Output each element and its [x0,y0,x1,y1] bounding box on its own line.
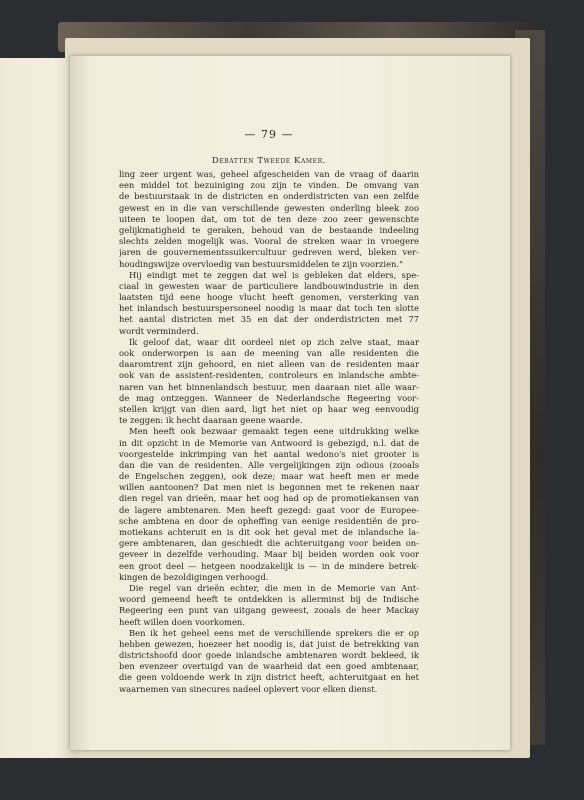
text-line: ook onderworpen is aan de meening van alle residenten die [119,348,419,358]
text-line: de lagere ambtenaren. Men heeft gezegd: gaat voor de Europee- [119,504,419,515]
text-line: willen aantoonen? Dat men niet is begonnen met te rekenen naar [119,482,419,493]
text-line: ook van de assistent-residenten, controleurs en inlandsche ambte- [119,370,419,381]
text-line: hebben gewezen, hoezeer het noodig is, dat juist de betrekking van [119,638,419,649]
text-line: woord gemeend heeft te ontdekken is allerminst bij de Indische [119,594,419,605]
page-number: — 79 — [244,128,294,141]
text-line: Hij eindigt met te zeggen dat wel is gebleken dat elders, spe- [129,269,419,280]
text-line: kingen de bezoldigingen verhoogd. [119,571,269,582]
text-line: de bestuurstaak in de districten en onderdistricten van een zelfde [119,191,419,202]
text-line: de mag ontzeggen. Wanneer de Nederlandsche Regeering voor- [119,392,419,403]
text-line: de Engelschen zeggen), ook deze; maar wat heeft men er mede [119,471,419,482]
text-line: die geen voldoende werk in zijn district heeft, achteruitgaat en het [119,672,419,683]
text-line: het aantal districten met 35 en dat der onderdistricten met 77 [119,314,419,325]
text-line: dan die van de residenten. Alle vergelijkingen zijn odious (zooals [119,459,419,470]
text-line: een groot deel — hetgeen noodzakelijk is — in de mindere betrek- [119,560,419,571]
text-line: ciaal in gewesten waar de particuliere landbouwindustrie in den [119,280,419,291]
text-line: geveer in dezelfde verhouding. Maar bij beiden worden ook voor [119,549,419,560]
text-line: daaromtrent zijn gehoord, en niet alleen van de residenten maar [119,359,419,370]
text-line: heeft willen doen voorkomen. [119,616,245,627]
text-line: in dit opzicht in de Memorie van Antwoord is gebezigd, n.l. dat de [119,437,419,448]
text-line: jaren de gouvernementssuikercultuur gedreven werd, bleken ver- [119,247,419,258]
text-line: motiekans achteruit en is dit ook het geval met de inlandsche la- [119,527,419,537]
left-page [0,58,78,758]
text-line: gere ambtenaren, dan geschiedt die achteruitgang voor beiden on- [119,538,419,549]
text-line: gelijkmatigheid te geraken, behoud van de bestaande indeeling [119,224,419,235]
text-line: sche ambtena en door de opheffing van eenige residentiën de pro- [119,515,419,526]
text-line: Ben ik het geheel eens met de verschillende sprekers die er op [129,627,419,638]
text-line: slechts zelden mogelijk was. Vooral de streken waar in vroegere [119,236,419,247]
text-line: gewest en in die van verschillende gewesten onderling bleek zoo [119,202,419,213]
body-text [119,169,419,695]
text-line: stellen krijgt van dien aard, ligt het niet op haar weg eenvoudig [119,403,419,414]
text-line: Die regel van drieën echter, die men in de Memorie van Ant- [129,582,419,593]
text-line: te zeggen: ik hecht daaraan geene waarde. [119,415,303,426]
text-line: Men heeft ook bezwaar gemaakt tegen eene uitdrukking welke [129,426,419,437]
page-text-block [119,128,419,695]
text-line: districtshoofd door goede inlandsche ambtenaren wordt bekleed, ik [119,650,419,661]
text-line: uiteen te loopen dat, om tot de ten deze zoo zeer gewenschte [119,213,419,224]
text-line: dien regel van drieën, maar het oog had op de promotiekansen van [119,493,419,504]
text-line: een middel tot bezuiniging zou zijn te vinden. De omvang van [119,180,419,191]
text-line: voorgestelde inkrimping van het aantal wedono's niet grooter is [119,448,419,459]
text-line: ling zeer urgent was, geheel afgescheiden van de vraag of daarin [119,169,419,179]
text-line: houdingswijze overvloedig van bestuursmiddelen te zijn voorzien." [119,258,403,269]
text-line: waarnemen van sinecures nadeel oplevert voor elken dienst. [119,683,378,694]
text-line: het inlandsch bestuurspersoneel noodig is maar dat toch ten slotte [119,303,419,314]
text-line: laatsten tijd eene hooge vlucht heeft genomen, versterking van [119,292,419,303]
text-line: wordt verminderd. [119,325,199,336]
text-line: Regeering een punt van uitgang geweest, zooals de heer Mackay [119,605,419,616]
running-head: Debatten Tweede Kamer. [211,156,327,166]
text-line: naren van het binnenlandsch bestuur, men daaraan niet alle waar- [119,381,419,392]
text-line: ben evenzeer overtuigd van de waarheid dat een goed ambtenaar, [119,661,419,672]
text-line: Ik geloof dat, waar dit oordeel niet op zich zelve staat, maar [129,336,419,347]
